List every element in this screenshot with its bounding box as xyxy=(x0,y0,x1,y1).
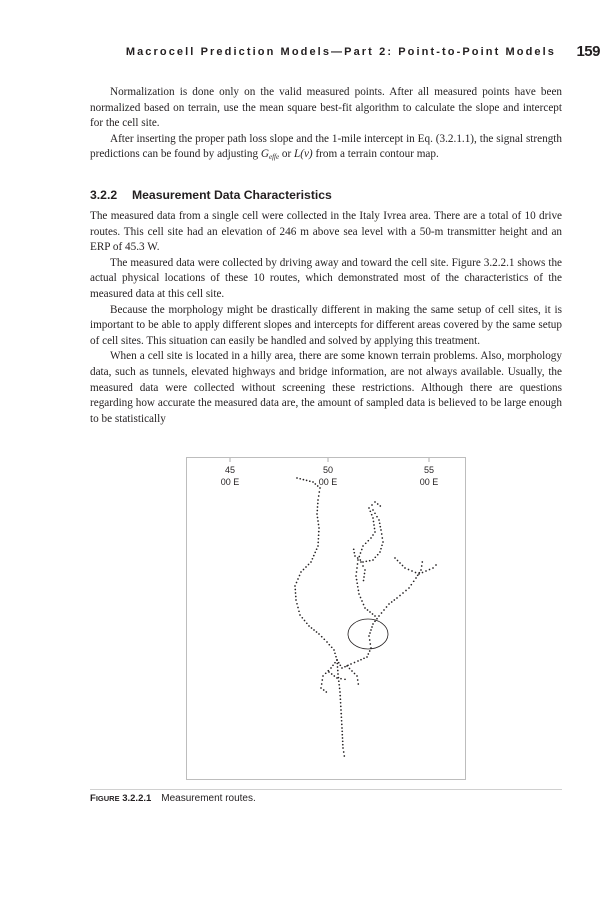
route-point xyxy=(318,495,320,497)
route-point xyxy=(374,531,376,533)
route-point xyxy=(304,620,306,622)
route-point xyxy=(316,513,318,515)
route-point xyxy=(339,695,341,697)
route-point xyxy=(295,592,297,594)
route-point xyxy=(357,683,359,685)
route-point xyxy=(354,662,356,664)
route-point xyxy=(425,570,427,572)
route-point xyxy=(364,569,366,571)
route-point xyxy=(316,631,318,633)
route-point xyxy=(328,671,330,673)
route-point xyxy=(376,516,378,518)
route-point xyxy=(374,556,376,558)
route-point xyxy=(340,706,342,708)
route-point xyxy=(342,737,344,739)
route-point xyxy=(357,586,359,588)
cell-site-circle xyxy=(348,619,388,649)
route-point xyxy=(360,597,362,599)
route-point xyxy=(312,558,314,560)
route-point xyxy=(380,548,382,550)
route-point xyxy=(379,505,381,507)
route-point xyxy=(415,572,417,574)
route-point xyxy=(337,666,339,668)
route-point xyxy=(376,618,378,620)
route-point xyxy=(318,527,320,529)
route-point xyxy=(363,576,365,578)
route-point xyxy=(326,641,328,643)
route-point xyxy=(355,575,357,577)
route-point xyxy=(383,609,385,611)
route-point xyxy=(381,533,383,535)
route-point xyxy=(341,727,343,729)
route-point xyxy=(370,629,372,631)
tick-label-50: 50 xyxy=(322,465,334,475)
tick-label-55-sub: 00 E xyxy=(419,477,439,487)
route-point xyxy=(374,615,376,617)
route-point xyxy=(358,590,360,592)
route-point xyxy=(306,480,308,482)
drive-routes xyxy=(294,477,437,757)
route-point xyxy=(333,675,335,677)
route-point xyxy=(339,691,341,693)
route-point xyxy=(399,595,401,597)
route-point xyxy=(379,551,381,553)
route-point xyxy=(363,604,365,606)
route-point xyxy=(394,557,396,559)
route-point xyxy=(328,644,330,646)
route-point xyxy=(297,607,299,609)
route-point xyxy=(296,603,298,605)
route-point xyxy=(297,578,299,580)
route-point xyxy=(331,646,333,648)
route-point xyxy=(365,560,367,562)
route-point xyxy=(372,613,374,615)
route-point xyxy=(296,582,298,584)
route-point xyxy=(346,665,348,667)
route-point xyxy=(365,542,367,544)
route-point xyxy=(312,481,314,483)
route-point xyxy=(381,537,383,539)
route-point xyxy=(316,510,318,512)
route-point xyxy=(340,709,342,711)
route-point xyxy=(351,670,353,672)
route-point xyxy=(341,667,343,669)
route-point xyxy=(353,552,355,554)
route-point xyxy=(386,606,388,608)
route-point xyxy=(408,569,410,571)
route-point xyxy=(338,684,340,686)
route-point xyxy=(330,667,332,669)
route-point xyxy=(369,650,371,652)
route-point xyxy=(357,660,359,662)
route-point xyxy=(369,643,371,645)
route-point xyxy=(377,554,379,556)
route-point xyxy=(364,573,366,575)
caption-text: Measurement routes. xyxy=(161,793,256,804)
route-point xyxy=(371,514,373,516)
route-point xyxy=(374,501,376,503)
route-point xyxy=(336,659,338,661)
route-point xyxy=(357,557,359,559)
route-point xyxy=(388,603,390,605)
route-point xyxy=(374,528,376,530)
route-point xyxy=(335,656,337,658)
tick-label-50-sub: 00 E xyxy=(318,477,338,487)
route-point xyxy=(325,691,327,693)
route-point xyxy=(317,520,319,522)
route-point xyxy=(294,589,296,591)
route-point xyxy=(341,734,343,736)
route-point xyxy=(369,632,371,634)
route-point xyxy=(360,659,362,661)
paragraph: When a cell site is located in a hilly area, there are some known terrain problems. Also, morphology data, such as tunnels, elevated highways and bridge information, are not always available. Usually, the measured data were collected without screening these restrictions. Although there are questions regarding how accurate the measured data are, the amount of sampled data is believed to be large enough to be statistically xyxy=(90,350,562,425)
route-point xyxy=(318,531,320,533)
route-point xyxy=(295,599,297,601)
route-point xyxy=(421,561,423,563)
route-point xyxy=(301,617,303,619)
route-point xyxy=(323,638,325,640)
route-point xyxy=(429,569,431,571)
route-point xyxy=(368,635,370,637)
route-point xyxy=(325,672,327,674)
route-point xyxy=(333,649,335,651)
route-point xyxy=(344,678,346,680)
route-point xyxy=(340,698,342,700)
route-point xyxy=(321,636,323,638)
route-point xyxy=(417,574,419,576)
route-point xyxy=(341,716,343,718)
g-symbol: $G_{effe}$ xyxy=(260,148,280,162)
route-point xyxy=(341,724,343,726)
route-point xyxy=(344,666,346,668)
section-number: 3.2.2 xyxy=(90,188,118,202)
route-point xyxy=(381,544,383,546)
section-title: Measurement Data Characteristics xyxy=(132,188,332,202)
route-point xyxy=(382,541,384,543)
route-point xyxy=(367,653,369,655)
route-point xyxy=(337,673,339,675)
route-point xyxy=(356,567,358,569)
l-symbol: L(v) xyxy=(294,148,313,161)
route-point xyxy=(317,545,319,547)
route-point xyxy=(372,623,374,625)
section-body xyxy=(90,209,562,427)
section-heading xyxy=(90,188,332,202)
route-point xyxy=(367,609,369,611)
route-point xyxy=(405,590,407,592)
route-point xyxy=(377,503,379,505)
route-point xyxy=(435,564,437,566)
paragraph: The measured data from a single cell were collected in the Italy Ivrea area. There are a total of 10 drive routes. This cell site had an elevation of 246 m above sea level with a 50-m transmitter height and an ERP of 45.3 W. xyxy=(90,210,562,254)
route-point xyxy=(357,679,359,681)
page-number: 159 xyxy=(576,43,600,60)
route-point xyxy=(313,555,315,557)
route-point xyxy=(356,571,358,573)
route-point xyxy=(314,483,316,485)
tick-label-55: 55 xyxy=(423,465,435,475)
route-point xyxy=(371,626,373,628)
route-point xyxy=(364,607,366,609)
route-point xyxy=(361,600,363,602)
route-point xyxy=(322,675,324,677)
route-point xyxy=(362,561,364,563)
route-point xyxy=(340,702,342,704)
route-point xyxy=(360,552,362,554)
route-point xyxy=(339,664,341,666)
route-point xyxy=(418,573,420,575)
route-point xyxy=(372,517,374,519)
route-point xyxy=(381,612,383,614)
route-point xyxy=(374,620,376,622)
route-point xyxy=(341,720,343,722)
route-point xyxy=(359,559,361,561)
route-point xyxy=(318,491,320,493)
route-point xyxy=(369,510,371,512)
route-point xyxy=(369,611,371,613)
route-point xyxy=(370,647,372,649)
route-point xyxy=(311,627,313,629)
route-point xyxy=(397,560,399,562)
route-point xyxy=(374,512,376,514)
route-point xyxy=(317,542,319,544)
route-point xyxy=(372,559,374,561)
route-point xyxy=(317,517,319,519)
route-point xyxy=(299,478,301,480)
route-point xyxy=(357,559,359,561)
route-point xyxy=(308,564,310,566)
route-point xyxy=(349,668,351,670)
route-point xyxy=(379,526,381,528)
route-point xyxy=(334,652,336,654)
route-point xyxy=(317,485,319,487)
route-point xyxy=(420,569,422,571)
route-point xyxy=(411,570,413,572)
route-point xyxy=(332,664,334,666)
route-point xyxy=(303,479,305,481)
route-point xyxy=(336,663,338,665)
route-point xyxy=(393,599,395,601)
route-point xyxy=(343,755,345,757)
route-point xyxy=(316,548,318,550)
route-point xyxy=(413,580,415,582)
routes-map xyxy=(187,458,465,779)
route-point xyxy=(331,673,333,675)
route-point xyxy=(372,534,374,536)
route-point xyxy=(372,509,374,511)
route-point xyxy=(334,662,336,664)
route-point xyxy=(319,487,321,489)
route-point xyxy=(391,601,393,603)
figure-caption xyxy=(90,793,256,804)
route-point xyxy=(337,670,339,672)
route-point xyxy=(323,689,325,691)
paragraph: The measured data were collected by driving away and toward the cell site. Figure 3.2.2.1 shows the actual physical locations of these 10 routes, which demonstrated most of the characteristics of the measured data at this cell site. xyxy=(90,256,562,300)
route-point xyxy=(432,567,434,569)
route-point xyxy=(317,506,319,508)
route-point xyxy=(314,552,316,554)
route-point xyxy=(368,507,370,509)
paragraph-predictions: After inserting the proper path loss slope and the 1-mile intercept in Eq. (3.2.1.1), the signal strength predictions can be found by adjusting $G_{effe}$ or L(v) from a terrain contour map. xyxy=(90,132,562,162)
route-point xyxy=(342,744,344,746)
route-point xyxy=(321,683,323,685)
route-point xyxy=(340,713,342,715)
route-point xyxy=(367,540,369,542)
route-point xyxy=(309,480,311,482)
intro-text xyxy=(90,85,562,166)
route-point xyxy=(379,522,381,524)
route-point xyxy=(296,477,298,479)
paragraph: Because the morphology might be drastically different in making the same setup of cell sites, it is important to be able to apply different slopes and intercepts for different areas covered by the same setup of cell sites. This situation can easily be handled and solved by applying this treatment. xyxy=(90,303,562,347)
route-point xyxy=(342,740,344,742)
route-point xyxy=(353,548,355,550)
running-title: Macrocell Prediction Models—Part 2: Point-to-Point Models xyxy=(125,46,556,58)
caption-rule xyxy=(90,789,562,790)
route-point xyxy=(313,629,315,631)
route-point xyxy=(320,687,322,689)
route-point xyxy=(396,597,398,599)
running-header xyxy=(90,45,600,67)
route-point xyxy=(341,730,343,732)
route-point xyxy=(422,572,424,574)
route-point xyxy=(298,610,300,612)
route-point xyxy=(318,534,320,536)
route-point xyxy=(356,675,358,677)
paragraph-normalization: Normalization is done only on the valid measured points. After all measured points have been normalized based on terrain, use the mean square best-fit algorithm to calculate the slope and intercept for the cell site. xyxy=(90,86,562,130)
route-point xyxy=(318,633,320,635)
route-point xyxy=(317,503,319,505)
route-point xyxy=(362,565,364,567)
route-point xyxy=(363,657,365,659)
route-point xyxy=(356,582,358,584)
route-point xyxy=(305,566,307,568)
tick-label-45: 45 xyxy=(224,465,236,475)
route-point xyxy=(369,639,371,641)
route-point xyxy=(299,575,301,577)
route-point xyxy=(310,561,312,563)
route-point xyxy=(354,673,356,675)
route-point xyxy=(318,538,320,540)
route-point xyxy=(421,565,423,567)
route-point xyxy=(402,565,404,567)
route-point xyxy=(295,596,297,598)
route-point xyxy=(363,580,365,582)
route-point xyxy=(308,625,310,627)
route-point xyxy=(358,593,360,595)
route-point xyxy=(340,678,342,680)
route-point xyxy=(357,563,359,565)
route-point xyxy=(317,499,319,501)
route-point xyxy=(303,569,305,571)
route-point xyxy=(373,521,375,523)
route-point xyxy=(373,524,375,526)
route-point xyxy=(361,549,363,551)
route-point xyxy=(306,622,308,624)
measurement-routes-figure xyxy=(186,457,466,780)
route-point xyxy=(358,556,360,558)
route-point xyxy=(342,747,344,749)
route-point xyxy=(369,560,371,562)
route-point xyxy=(299,614,301,616)
route-point xyxy=(336,677,338,679)
route-point xyxy=(378,519,380,521)
route-point xyxy=(300,571,302,573)
route-point xyxy=(410,584,412,586)
route-point xyxy=(366,656,368,658)
route-point xyxy=(399,562,401,564)
route-point xyxy=(354,555,356,557)
route-point xyxy=(371,504,373,506)
route-point xyxy=(360,561,362,563)
route-point xyxy=(415,577,417,579)
route-point xyxy=(294,585,296,587)
route-point xyxy=(318,524,320,526)
route-point xyxy=(339,688,341,690)
route-point xyxy=(402,592,404,594)
figure-label: FIGURE 3.2.2.1 xyxy=(90,793,152,804)
route-point xyxy=(350,663,352,665)
tick-label-45-sub: 00 E xyxy=(220,477,240,487)
route-point xyxy=(404,567,406,569)
route-point xyxy=(408,587,410,589)
route-point xyxy=(338,680,340,682)
route-point xyxy=(356,579,358,581)
route-point xyxy=(370,537,372,539)
route-point xyxy=(378,615,380,617)
route-point xyxy=(362,545,364,547)
route-point xyxy=(380,529,382,531)
route-point xyxy=(343,751,345,753)
route-point xyxy=(321,679,323,681)
